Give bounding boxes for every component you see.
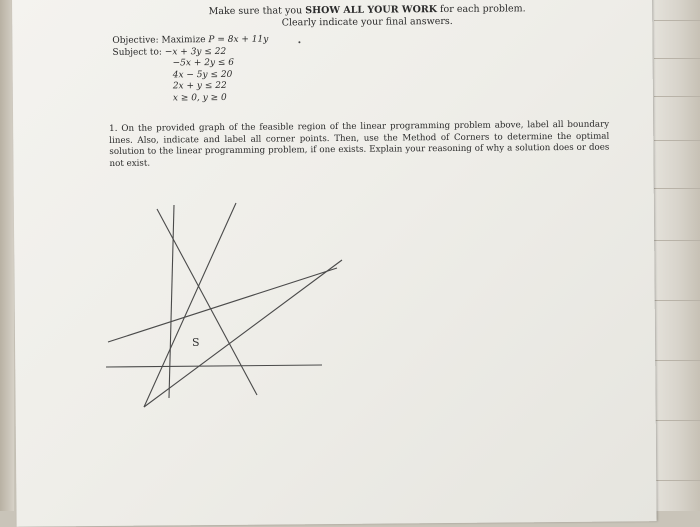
objective-function: Objective: Maximize P = 8x + 11y [112,34,269,46]
y-axis-line [169,205,174,398]
boundary-line-gentle-lower [144,260,342,407]
constraint-row: Subject to: −x + 3y ≤ 22 [112,46,227,58]
x-axis-line [106,365,322,367]
constraint-row: 4x − 5y ≤ 20 [172,69,233,80]
constraint-row: 2x + y ≤ 22 [172,80,227,92]
constraint-row: −5x + 2y ≤ 6 [172,57,235,69]
question-1-text: 1. On the provided graph of the feasible region of the linear programming problem above, label all boundary lines. Also, indicate and label all corner points. Then, use the Method of Corners to determine the optimal solution to the linear programming problem, if one exists. Explain your reasoning of why a solution does or does not exist. [109,119,610,169]
show-all-work-emphasis: SHOW ALL YOUR WORK [305,4,438,17]
region-s-label: S [192,336,200,349]
constraint-row: x ≥ 0, y ≥ 0 [172,92,227,103]
instructions-line-1: Make sure that you SHOW ALL YOUR WORK for each problem. [208,3,526,18]
instructions-line-2: Clearly indicate your final answers. [281,15,453,29]
